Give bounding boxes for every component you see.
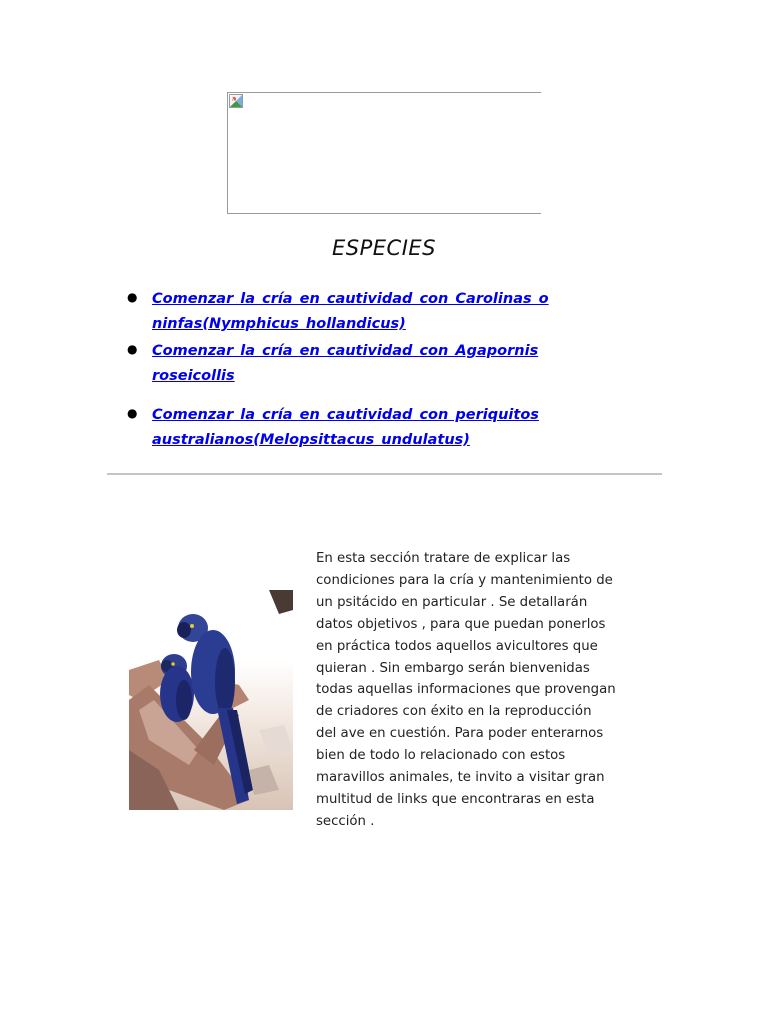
list-item	[127, 338, 622, 388]
horizontal-divider	[107, 473, 662, 475]
broken-image-icon	[229, 94, 243, 108]
link-periquitos[interactable]: Comenzar la cría en cautividad con periquitos australianos(Melopsittacus undulatus)	[152, 407, 539, 448]
page-title: ESPECIES	[332, 236, 436, 260]
broken-image-placeholder	[227, 92, 541, 214]
link-carolinas[interactable]: Comenzar la cría en cautividad con Carolinas o ninfas(Nymphicus hollandicus)	[152, 291, 549, 332]
blue-macaws-photo	[129, 590, 293, 810]
bullet-icon: ●	[127, 406, 138, 420]
list-item	[127, 286, 622, 336]
intro-paragraph: En esta sección tratare de explicar las condiciones para la cría y mantenimiento de un psitácido en particular . Se detallarán datos objetivos , para que puedan ponerlos en práctica todos aquellos avicultores que quieran . Sin embargo serán bienvenidas todas aquellas informaciones que provengan de criadores con éxito en la reproducción del ave en cuestión. Para poder enterarnos bien de todo lo relacionado con estos maravillos animales, te invito a visitar gran multitud de links que encontraras en esta sección .	[316, 551, 616, 829]
link-agapornis[interactable]: Comenzar la cría en cautividad con Agapornis roseicollis	[152, 343, 539, 384]
bullet-icon: ●	[127, 342, 138, 356]
bullet-icon: ●	[127, 290, 138, 304]
species-list	[127, 286, 622, 452]
list-item	[127, 402, 622, 452]
